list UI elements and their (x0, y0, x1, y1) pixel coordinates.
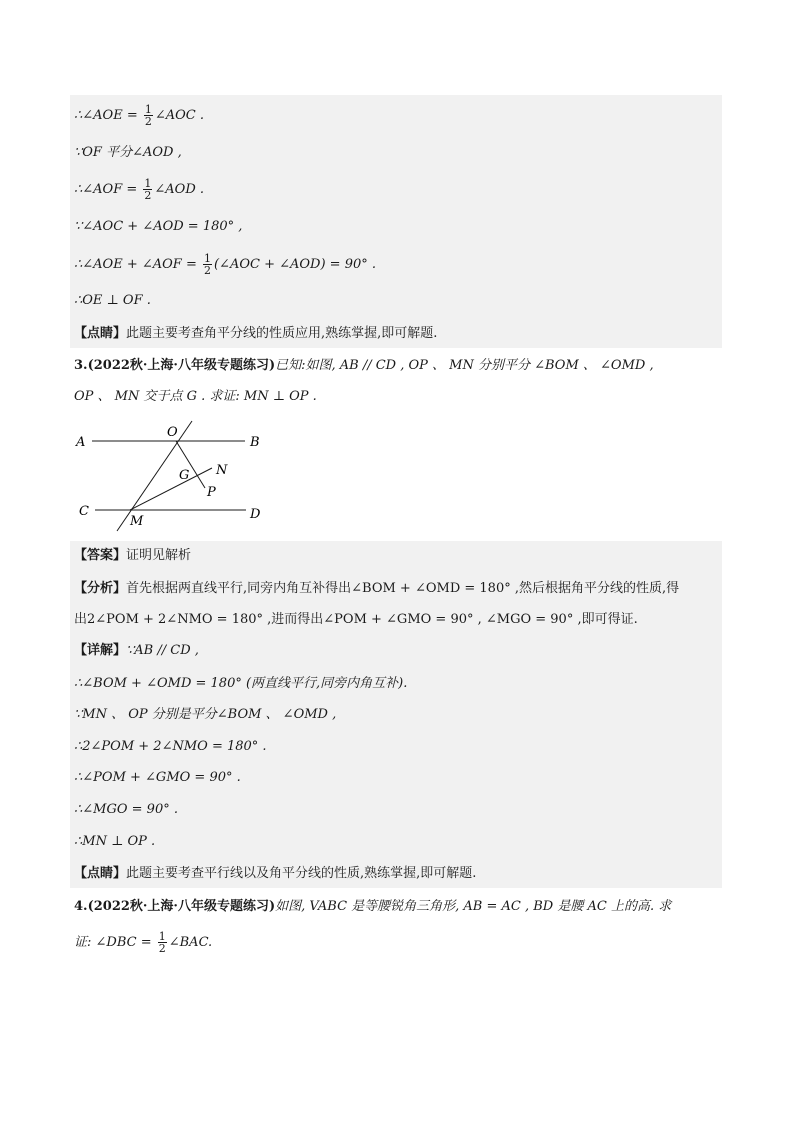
answer-text: 证明见解析 (126, 548, 192, 563)
fraction-denominator: 2 (144, 189, 152, 202)
solution-line-2: ∵OF 平分∠AOD , (74, 145, 182, 160)
fraction (143, 178, 152, 201)
problem-text: 已知:如图, AB // CD , OP 、 MN 分别平分 ∠BOM 、 ∠OMD , (275, 358, 654, 373)
problem-source: (2022秋·上海·八年级专题练习) (87, 899, 276, 914)
analysis-line-2: 出2∠POM + 2∠NMO = 180° ,进而得出∠POM + ∠GMO = 90° , ∠MGO = 90° ,即可得证. (74, 612, 638, 627)
analysis-tag: 【分析】 (74, 581, 127, 596)
fraction-numerator: 1 (203, 252, 211, 265)
label-p: P (207, 485, 216, 500)
fraction (144, 104, 153, 127)
label-a: A (76, 435, 86, 450)
detail-line-5: ∴∠POM + ∠GMO = 90° . (74, 770, 241, 785)
math-text: 证: ∠DBC = (74, 935, 156, 950)
fraction-denominator: 2 (144, 115, 152, 128)
solution-line-3 (74, 178, 204, 201)
geometry-figure (70, 418, 270, 533)
problem-text: 如图, VABC 是等腰锐角三角形, AB = AC , BD 是腰 AC 上的高. 求 (275, 899, 672, 914)
label-m: M (130, 514, 144, 529)
detail-line-3: ∵MN 、 OP 分别是平分∠BOM 、 ∠OMD , (74, 707, 337, 722)
comment-text: 此题主要考查角平分线的性质应用,熟练掌握,即可解题. (126, 326, 438, 341)
fraction-numerator: 1 (144, 103, 152, 116)
problem-number: 3. (74, 358, 88, 373)
answer-line (74, 546, 191, 566)
detail-line-1 (74, 641, 199, 661)
solution-line-1 (74, 104, 204, 127)
problem-3-line-1 (74, 356, 654, 376)
math-text: (∠AOC + ∠AOD) = 90° . (213, 257, 376, 272)
solution-line-6: ∴OE ⊥ OF . (74, 293, 151, 308)
math-text: ∠AOD . (154, 182, 205, 197)
fraction-denominator: 2 (203, 264, 211, 277)
math-text: ∴∠AOF = (74, 182, 142, 197)
math-text: ∴∠AOE + ∠AOF = (74, 257, 201, 272)
problem-number: 4. (74, 899, 88, 914)
problem-source: (2022秋·上海·八年级专题练习) (87, 358, 276, 373)
fraction (203, 253, 212, 276)
label-n: N (216, 463, 228, 478)
label-o: O (167, 425, 178, 440)
detail-text: ∵AB // CD , (126, 643, 199, 658)
math-text: ∠BAC. (168, 935, 213, 950)
fraction (158, 931, 167, 954)
solution-line-5 (74, 253, 376, 276)
analysis-line-1 (74, 579, 679, 599)
problem-4-line-2 (74, 931, 212, 954)
answer-tag: 【答案】 (74, 548, 127, 563)
label-c: C (79, 504, 89, 519)
solution-line-4: ∵∠AOC + ∠AOD = 180° , (74, 219, 243, 234)
comment-line-2 (74, 864, 476, 884)
detail-tag: 【详解】 (74, 643, 127, 658)
label-b: B (250, 435, 260, 450)
label-g: G (179, 468, 190, 483)
math-text: ∠AOC . (154, 108, 205, 123)
fraction-numerator: 1 (144, 177, 152, 190)
problem-3-line-2: OP 、 MN 交于点 G . 求证: MN ⊥ OP . (74, 389, 317, 404)
math-text: ∴∠AOE = (74, 108, 142, 123)
label-d: D (250, 507, 261, 522)
fraction-numerator: 1 (158, 930, 166, 943)
detail-line-4: ∴2∠POM + 2∠NMO = 180° . (74, 739, 267, 754)
detail-line-7: ∴MN ⊥ OP . (74, 834, 156, 849)
detail-line-6: ∴∠MGO = 90° . (74, 802, 178, 817)
analysis-text: 首先根据两直线平行,同旁内角互补得出∠BOM + ∠OMD = 180° ,然后根据角平分线的性质,得 (126, 581, 680, 596)
ray-mn (130, 468, 212, 510)
comment-tag: 【点睛】 (74, 866, 127, 881)
detail-line-2: ∴∠BOM + ∠OMD = 180° (两直线平行,同旁内角互补). (74, 676, 408, 691)
problem-4-line-1 (74, 897, 671, 917)
comment-line (74, 324, 437, 344)
fraction-denominator: 2 (158, 942, 166, 955)
comment-text: 此题主要考查平行线以及角平分线的性质,熟练掌握,即可解题. (126, 866, 477, 881)
comment-tag: 【点睛】 (74, 326, 127, 341)
